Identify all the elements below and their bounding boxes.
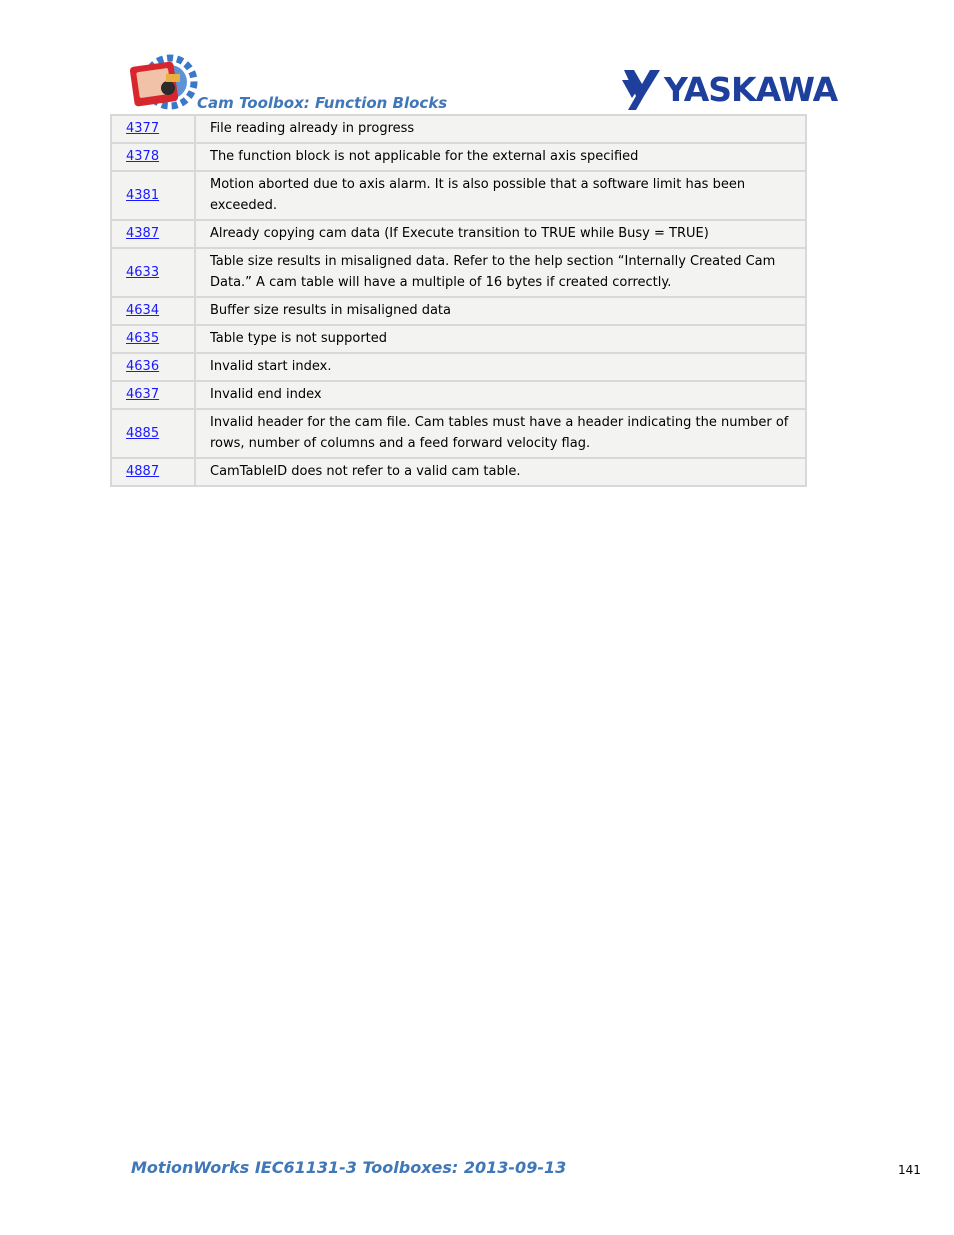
table-row <box>111 143 806 171</box>
table-row <box>111 220 806 248</box>
error-code-cell <box>111 171 195 220</box>
table-row <box>111 353 806 381</box>
error-code-link[interactable]: 4636 <box>126 359 160 374</box>
error-description: The function block is not applicable for the external axis specified <box>195 143 806 171</box>
error-code-cell <box>111 248 195 297</box>
error-code-link[interactable]: 4637 <box>126 387 160 402</box>
error-description: Invalid start index. <box>195 353 806 381</box>
error-description: Motion aborted due to axis alarm. It is also possible that a software limit has been exceeded. <box>195 171 806 220</box>
error-code-cell <box>111 220 195 248</box>
table-row <box>111 325 806 353</box>
error-description: Already copying cam data (If Execute transition to TRUE while Busy = TRUE) <box>195 220 806 248</box>
table-row <box>111 409 806 458</box>
error-code-cell <box>111 458 195 486</box>
error-code-table <box>110 114 807 487</box>
error-code-cell <box>111 115 195 143</box>
table-row <box>111 381 806 409</box>
error-description: Buffer size results in misaligned data <box>195 297 806 325</box>
table-row <box>111 115 806 143</box>
error-code-link[interactable]: 4634 <box>126 303 160 318</box>
table-row <box>111 458 806 486</box>
error-code-link[interactable]: 4635 <box>126 331 160 346</box>
error-code-cell <box>111 297 195 325</box>
error-code-link[interactable]: 4377 <box>126 121 160 136</box>
table-row <box>111 297 806 325</box>
error-code-cell <box>111 143 195 171</box>
table-row <box>111 171 806 220</box>
error-description: Table size results in misaligned data. Refer to the help section “Internally Created Cam Data.” A cam table will have a multiple of 16 bytes if created correctly. <box>195 248 806 297</box>
page-header-title: Cam Toolbox: Function Blocks <box>197 94 448 112</box>
error-description: Invalid header for the cam file. Cam tables must have a header indicating the number of rows, number of columns and a feed forward velocity flag. <box>195 409 806 458</box>
error-description: CamTableID does not refer to a valid cam table. <box>195 458 806 486</box>
error-code-cell <box>111 409 195 458</box>
error-code-link[interactable]: 4633 <box>126 264 160 280</box>
error-code-cell <box>111 325 195 353</box>
error-code-link[interactable]: 4885 <box>126 425 160 441</box>
gear-toolbox-logo-icon <box>130 54 200 112</box>
error-code-cell <box>111 381 195 409</box>
error-code-link[interactable]: 4387 <box>126 226 160 241</box>
page-number: 141 <box>898 1163 921 1177</box>
error-code-cell <box>111 353 195 381</box>
table-row <box>111 248 806 297</box>
error-description: Invalid end index <box>195 381 806 409</box>
error-code-link[interactable]: 4381 <box>126 187 160 203</box>
error-code-link[interactable]: 4378 <box>126 149 160 164</box>
error-code-link[interactable]: 4887 <box>126 464 160 479</box>
error-description: File reading already in progress <box>195 115 806 143</box>
footer-title: MotionWorks IEC61131-3 Toolboxes: 2013-09-13 <box>131 1158 567 1177</box>
yaskawa-logo: YASKAWA <box>622 66 837 112</box>
error-description: Table type is not supported <box>195 325 806 353</box>
yaskawa-mark-icon <box>622 66 662 112</box>
